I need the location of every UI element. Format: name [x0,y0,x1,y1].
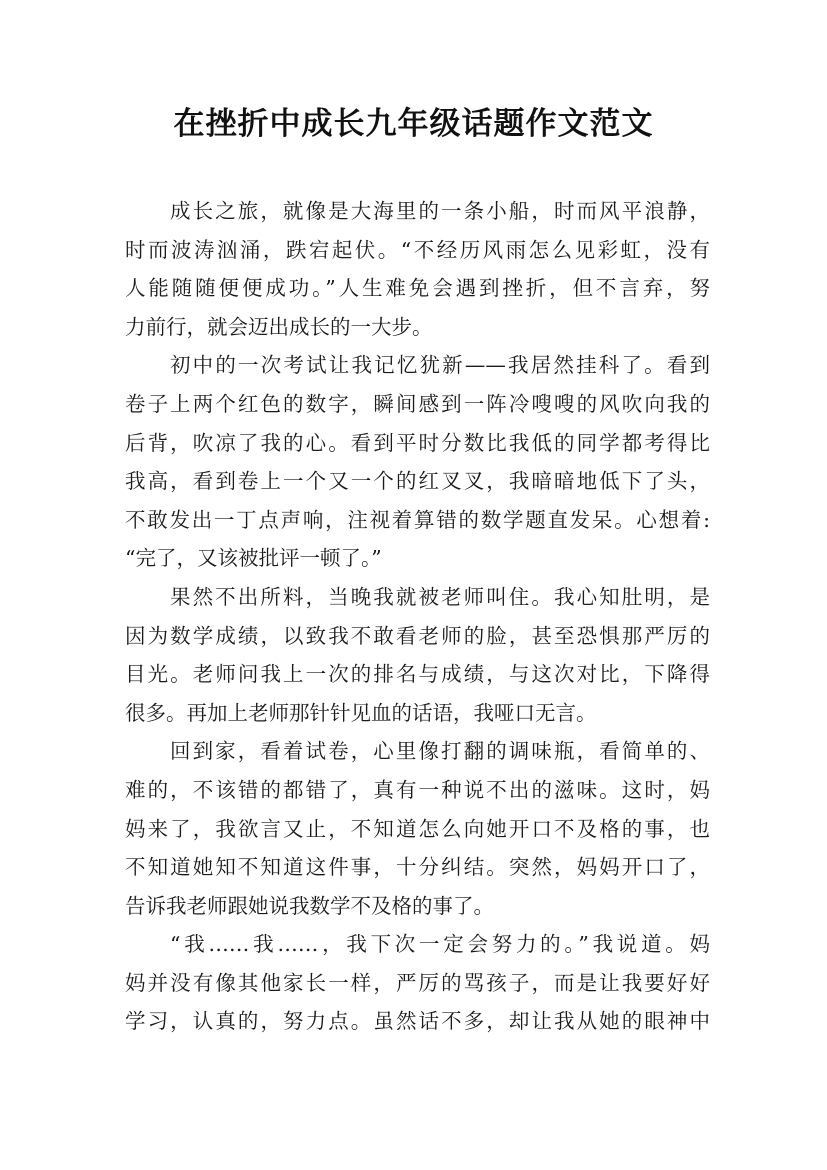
text-line: “我……我……，我下次一定会努力的。”我说道。妈 [170,932,710,957]
text-line: “完了，又该被批评一顿了。” [125,546,382,571]
text-line: 目光。老师问我上一次的排名与成绩，与这次对比，下降得 [125,662,710,687]
paragraph-5 [125,925,710,1041]
text-line: 我高，看到卷上一个又一个的红叉叉，我暗暗地低下了头， [125,469,710,494]
text-line: 时而波涛汹涌，跌宕起伏。“不经历风雨怎么见彩虹，没有 [125,237,710,262]
text-line: 力前行，就会迈出成长的一大步。 [125,314,433,339]
document-title: 在挫折中成长九年级话题作文范文 [173,106,654,142]
text-line: 人能随随便便成功。”人生难免会遇到挫折，但不言弃，努 [125,276,710,301]
text-line: 果然不出所料，当晚我就被老师叫住。我心知肚明，是 [170,584,710,609]
text-line: 不知道她知不知道这件事，十分纠结。突然，妈妈开口了， [125,855,710,880]
paragraph-3 [125,578,710,732]
paragraph-2 [125,346,710,578]
text-line: 难的，不该错的都错了，真有一种说不出的滋味。这时，妈 [125,777,710,802]
text-line: 妈并没有像其他家长一样，严厉的骂孩子，而是让我要好好 [125,970,710,995]
text-line: 妈来了，我欲言又止，不知道怎么向她开口不及格的事，也 [125,816,710,841]
text-line: 告诉我老师跟她说我数学不及格的事了。 [125,893,494,918]
text-line: 成长之旅，就像是大海里的一条小船，时而风平浪静， [170,199,710,223]
text-line: 学习，认真的，努力点。虽然话不多，却让我从她的眼神中 [125,1009,710,1034]
text-line: 卷子上两个红色的数字，瞬间感到一阵冷嗖嗖的风吹向我的 [125,391,710,416]
text-line: 因为数学成绩，以致我不敢看老师的脸，甚至恐惧那严厉的 [125,623,710,648]
text-line: 很多。再加上老师那针针见血的话语，我哑口无言。 [125,700,597,725]
document-body [125,192,710,1041]
text-line: 回到家，看着试卷，心里像打翻的调味瓶，看简单的、 [170,739,710,764]
paragraph-1 [125,192,710,346]
text-line: 后背，吹凉了我的心。看到平时分数比我低的同学都考得比 [125,430,710,455]
paragraph-4 [125,732,710,925]
text-line: 不敢发出一丁点声响，注视着算错的数学题直发呆。心想着: [125,507,710,532]
text-line: 初中的一次考试让我记忆犹新——我居然挂科了。看到 [170,353,710,378]
